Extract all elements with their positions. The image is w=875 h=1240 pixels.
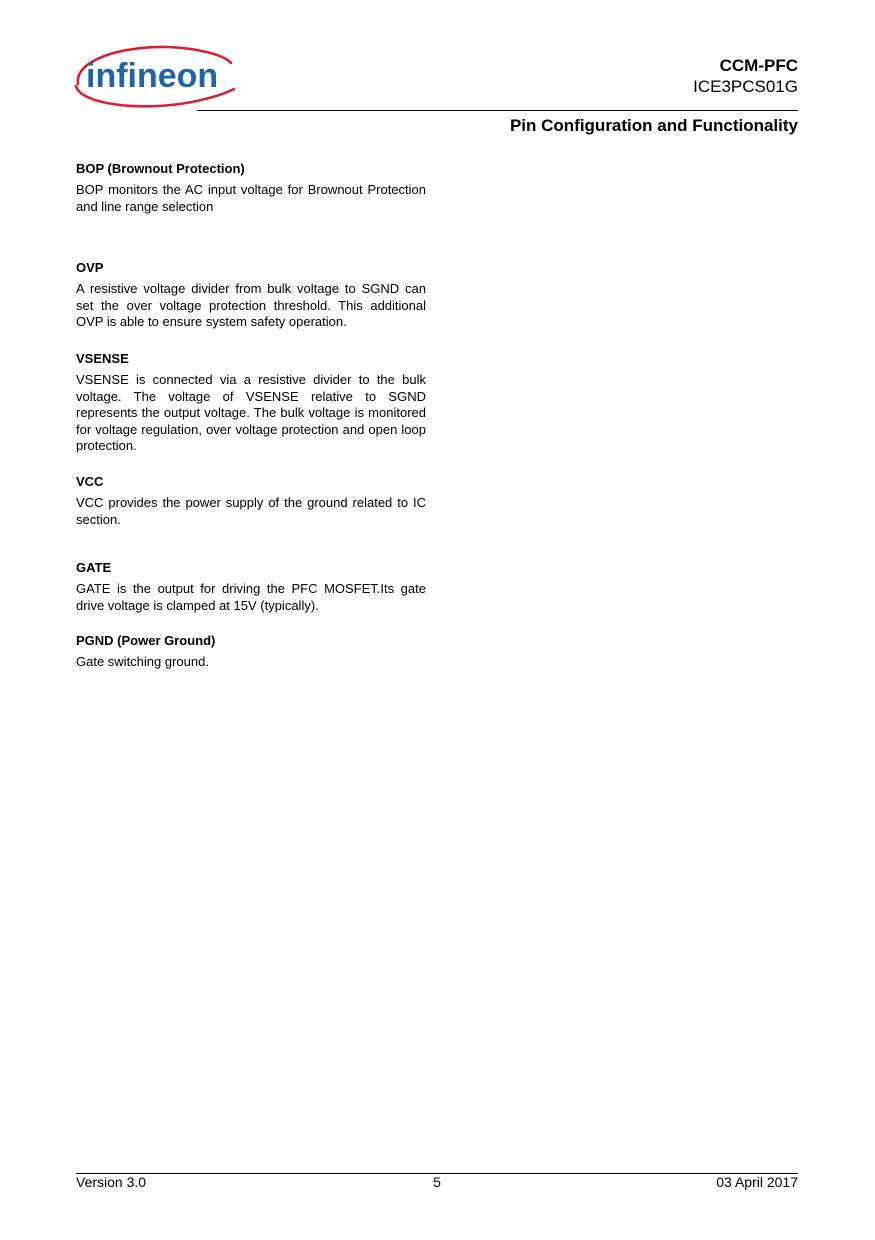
pin-name: GATE bbox=[76, 560, 112, 576]
pin-name: PGND (Power Ground) bbox=[76, 633, 216, 649]
pin-descriptions bbox=[76, 160, 426, 671]
infineon-logo bbox=[72, 44, 237, 114]
pin-name: BOP (Brownout Protection) bbox=[76, 161, 245, 176]
logo-text: infineon bbox=[86, 57, 219, 95]
pin-name: OVP bbox=[76, 260, 104, 276]
section-title: Pin Configuration and Functionality bbox=[509, 116, 798, 135]
pin-name: VCC bbox=[76, 473, 104, 489]
header-divider bbox=[197, 110, 798, 111]
pin-block-vsense bbox=[76, 350, 426, 455]
pin-name: VSENSE bbox=[76, 350, 129, 366]
product-name: CCM-PFC bbox=[719, 56, 798, 75]
document-date: 03 April 2017 bbox=[716, 1174, 798, 1190]
pin-description: GATE is the output for driving the PFC MOSFET.Its gate drive voltage is clamped at 15V (typically). bbox=[76, 581, 426, 613]
pin-block-pgnd bbox=[76, 632, 426, 671]
pin-block-gate bbox=[76, 559, 426, 614]
document-footer bbox=[76, 1174, 798, 1192]
pin-description: A resistive voltage divider from bulk voltage to SGND can set the over voltage protection threshold. This additional OVP is able to ensure system safety operation. bbox=[76, 281, 426, 330]
pin-description: VCC provides the power supply of the ground related to IC section. bbox=[76, 494, 426, 527]
pin-block-bop bbox=[76, 160, 426, 215]
pin-block-ovp bbox=[76, 259, 426, 331]
pin-description: Gate switching ground. bbox=[76, 654, 209, 670]
part-number: ICE3PCS01G bbox=[693, 77, 798, 96]
page-number: 5 bbox=[433, 1174, 441, 1190]
pin-description: BOP monitors the AC input voltage for Brownout Protection and line range selection bbox=[76, 182, 426, 214]
pin-description: VSENSE is connected via a resistive divider to the bulk voltage. The voltage of VSENSE relative to SGND represents the output voltage. The bulk voltage is monitored for voltage regulation, over voltage protection and open loop protection. bbox=[76, 371, 426, 454]
pin-block-vcc bbox=[76, 473, 426, 528]
document-header bbox=[693, 55, 798, 97]
version-label: Version 3.0 bbox=[76, 1174, 147, 1190]
